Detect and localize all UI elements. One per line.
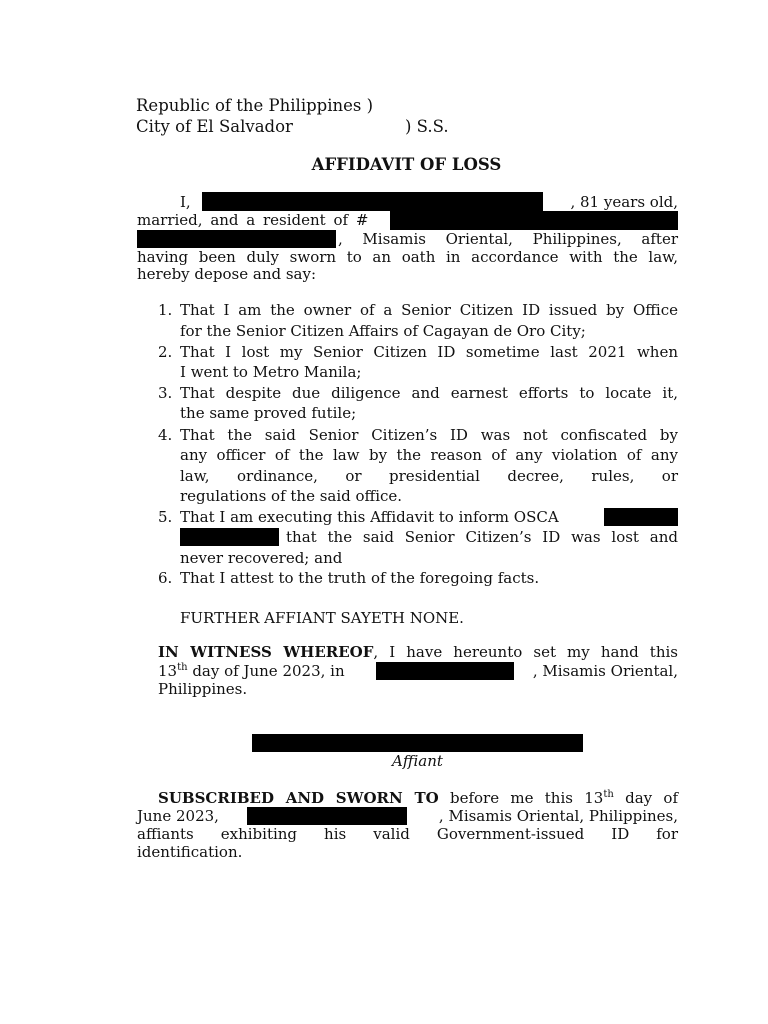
redaction-subscribed-place xyxy=(247,807,407,825)
witness-bold: IN WITNESS WHEREOF xyxy=(158,643,374,661)
witness-line-2-end: , Misamis Oriental, xyxy=(532,662,678,680)
subscribed-sup: th xyxy=(603,789,614,800)
header-ss: ) S.S. xyxy=(405,117,449,136)
item-6-number: 6. xyxy=(158,569,173,587)
item-4-line-2: any officer of the law by the reason of any violation of any xyxy=(180,446,678,464)
redaction-osca-2 xyxy=(180,528,279,546)
witness-line-2 xyxy=(158,661,345,681)
header-republic: Republic of the Philippines ) xyxy=(136,96,374,115)
item-2-line-1: That I lost my Senior Citizen ID sometime last 2021 when xyxy=(180,343,678,361)
page-title: AFFIDAVIT OF LOSS xyxy=(311,155,502,174)
redaction-affiant-name xyxy=(252,734,583,752)
item-4-number: 4. xyxy=(158,426,173,444)
item-5-line-2: that the said Senior Citizen’s ID was lost and xyxy=(286,528,678,546)
witness-rest: , I have hereunto set my hand this xyxy=(373,643,678,661)
item-4-line-1: That the said Senior Citizen’s ID was not confiscated by xyxy=(180,426,678,444)
item-1-number: 1. xyxy=(158,301,173,319)
subscribed-rest: before me this 13 xyxy=(438,789,604,807)
item-6-line-1: That I attest to the truth of the foregoing facts. xyxy=(180,569,540,587)
intro-married: married, and a resident of # xyxy=(137,211,369,229)
item-3-line-1: That despite due diligence and earnest efforts to locate it, xyxy=(180,384,678,402)
item-5-line-1: That I am executing this Affidavit to inform OSCA xyxy=(180,508,559,526)
item-2-number: 2. xyxy=(158,343,173,361)
redaction-witness-place xyxy=(376,662,514,680)
witness-day-sup: th xyxy=(177,662,188,673)
header-city: City of El Salvador xyxy=(136,117,293,136)
intro-depose: hereby depose and say: xyxy=(137,265,317,283)
subscribed-rest2: day of xyxy=(613,789,678,807)
item-3-line-2: the same proved futile; xyxy=(180,404,357,422)
subscribed-line-4: identification. xyxy=(137,843,243,861)
item-4-line-4: regulations of the said office. xyxy=(180,487,403,505)
intro-sworn: having been duly sworn to an oath in accordance with the law, xyxy=(137,248,678,266)
redaction-address-1 xyxy=(390,211,678,230)
witness-day: 13 xyxy=(158,662,178,680)
redaction-address-2 xyxy=(137,230,336,248)
item-5-line-3: never recovered; and xyxy=(180,549,343,567)
item-4-line-3: law, ordinance, or presidential decree, rules, or xyxy=(180,467,678,485)
witness-line-3: Philippines. xyxy=(158,680,248,698)
subscribed-line-3: affiants exhibiting his valid Government-issued ID for xyxy=(137,825,678,843)
subscribed-line-2: June 2023, xyxy=(137,807,219,825)
item-5-number: 5. xyxy=(158,508,173,526)
further-affiant: FURTHER AFFIANT SAYETH NONE. xyxy=(180,609,464,627)
subscribed-line-2-end: , Misamis Oriental, Philippines, xyxy=(438,807,678,825)
intro-age: , 81 years old, xyxy=(570,193,678,211)
witness-date: day of June 2023, in xyxy=(187,662,345,680)
subscribed-bold: SUBSCRIBED AND SWORN TO xyxy=(158,789,439,807)
subscribed-line-1 xyxy=(158,788,678,808)
item-1-line-1: That I am the owner of a Senior Citizen ID issued by Office xyxy=(180,301,678,319)
intro-location: , Misamis Oriental, Philippines, after xyxy=(338,230,678,248)
redaction-osca-1 xyxy=(604,508,678,526)
item-2-line-2: I went to Metro Manila; xyxy=(180,363,362,381)
redaction-name xyxy=(202,192,543,211)
item-3-number: 3. xyxy=(158,384,173,402)
witness-line-1 xyxy=(158,642,678,662)
intro-i: I, xyxy=(180,193,191,211)
item-1-line-2: for the Senior Citizen Affairs of Cagayan de Oro City; xyxy=(180,322,586,340)
affiant-label: Affiant xyxy=(392,752,443,770)
